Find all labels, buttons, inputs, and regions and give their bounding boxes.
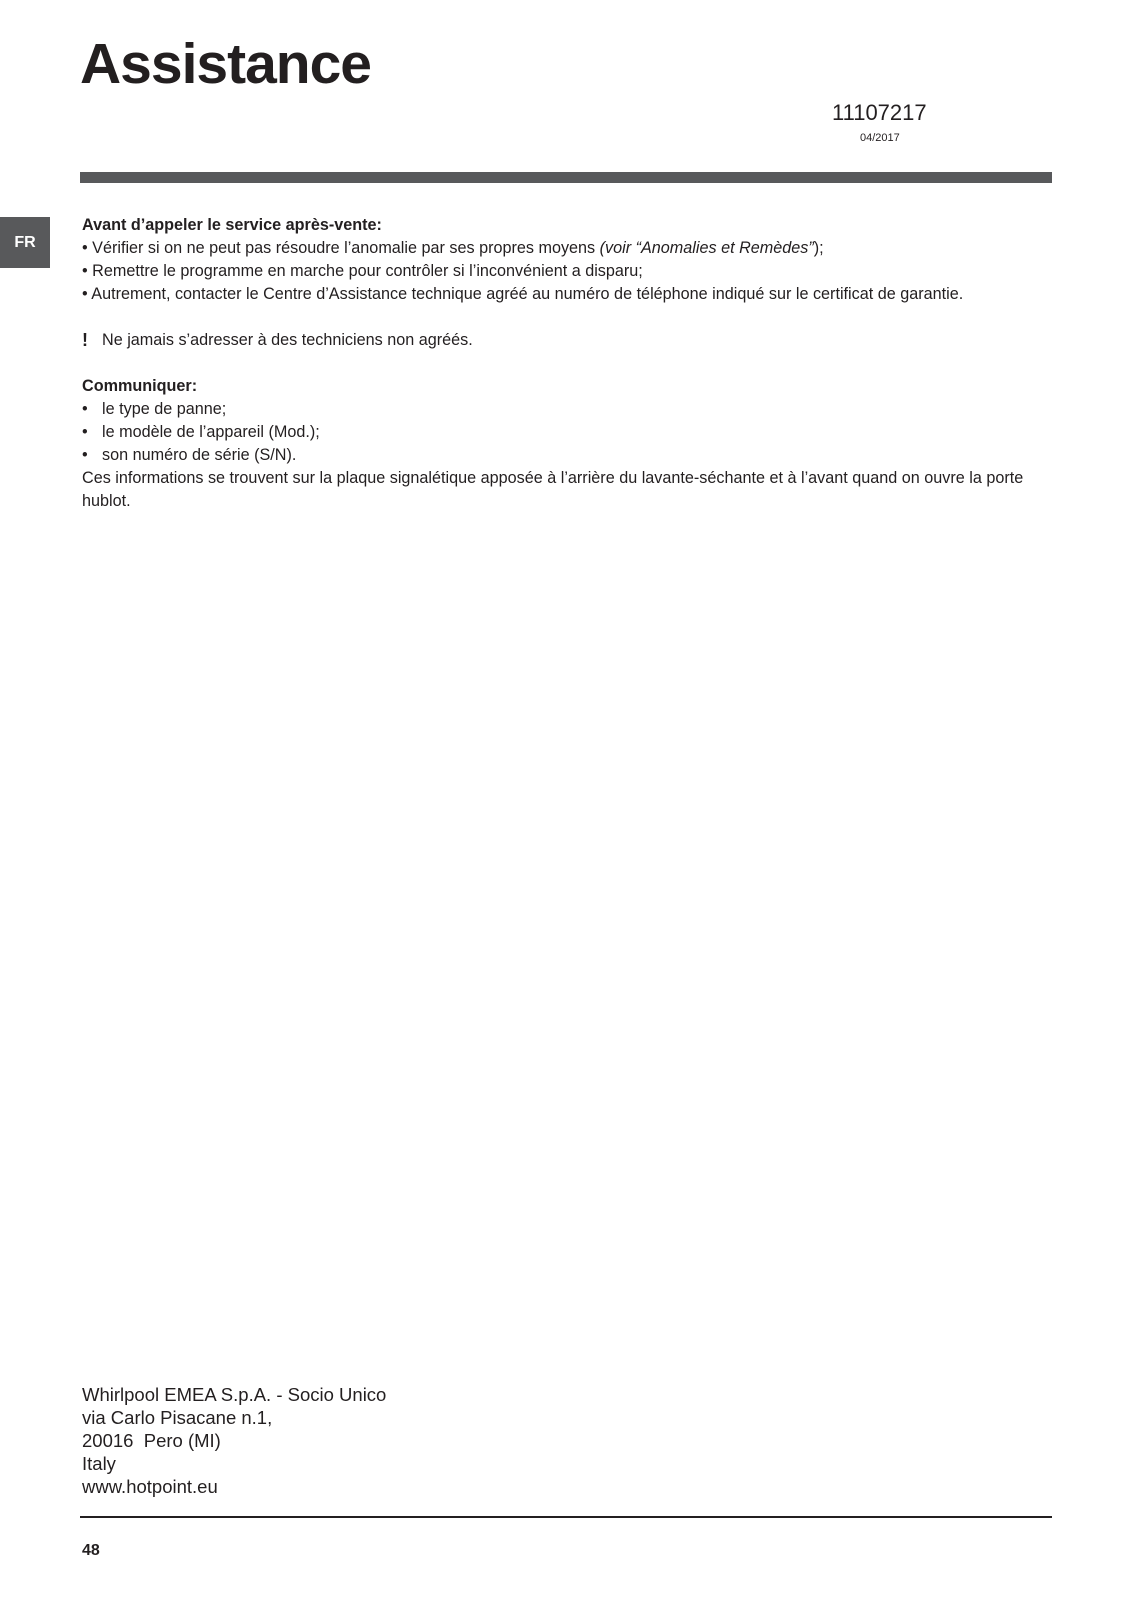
address-line: 20016 Pero (MI) — [82, 1430, 221, 1451]
list-item-text: son numéro de série (S/N). — [102, 446, 297, 464]
list-item: • Remettre le programme en marche pour contrôler si l’inconvénient a disparu; — [82, 262, 643, 280]
section-heading-before-calling: Avant d’appeler le service après-vente: — [82, 216, 382, 234]
list-item-text: le modèle de l’appareil (Mod.); — [102, 423, 320, 441]
document-date: 04/2017 — [860, 132, 900, 144]
footer-divider — [80, 1516, 1052, 1518]
header-divider — [80, 172, 1052, 183]
list-item-text-end: ); — [813, 239, 824, 257]
language-tab — [0, 217, 50, 268]
section-heading-communicate: Communiquer: — [82, 377, 198, 395]
page-title: Assistance — [80, 32, 372, 96]
warning-text: Ne jamais s’adresser à des techniciens non agréés. — [102, 331, 473, 349]
list-item — [82, 398, 1054, 421]
list-item — [82, 421, 1054, 444]
list-item — [82, 444, 1054, 467]
main-content — [82, 214, 1054, 513]
list-item: • Autrement, contacter le Centre d’Assistance technique agréé au numéro de téléphone indiqué sur le certificat de garantie. — [82, 285, 964, 303]
list-item-text: le type de panne; — [102, 400, 227, 418]
list-item-text: • Vérifier si on ne peut pas résoudre l’anomalie par ses propres moyens — [82, 239, 600, 257]
page-number: 48 — [82, 1542, 100, 1559]
website-link: www.hotpoint.eu — [82, 1476, 218, 1497]
document-code: 11107217 — [832, 100, 927, 125]
spacer — [82, 352, 1054, 375]
bullet: • — [82, 423, 88, 441]
exclamation-icon: ! — [82, 330, 88, 350]
address-line: via Carlo Pisacane n.1, — [82, 1407, 273, 1428]
address-line: Whirlpool EMEA S.p.A. - Socio Unico — [82, 1384, 387, 1405]
address-line: Italy — [82, 1453, 116, 1474]
bullet: • — [82, 400, 88, 418]
language-tab-label: FR — [14, 233, 36, 251]
warning-note — [82, 329, 1054, 352]
manufacturer-address — [82, 1383, 386, 1498]
cross-reference: (voir “Anomalies et Remèdes” — [599, 239, 814, 257]
info-note: Ces informations se trouvent sur la plaque signalétique apposée à l’arrière du lavante-séchante et à l’avant quand on ouvre la porte hublot. — [82, 469, 1024, 510]
bullet: • — [82, 446, 88, 464]
list-item — [82, 237, 1054, 260]
